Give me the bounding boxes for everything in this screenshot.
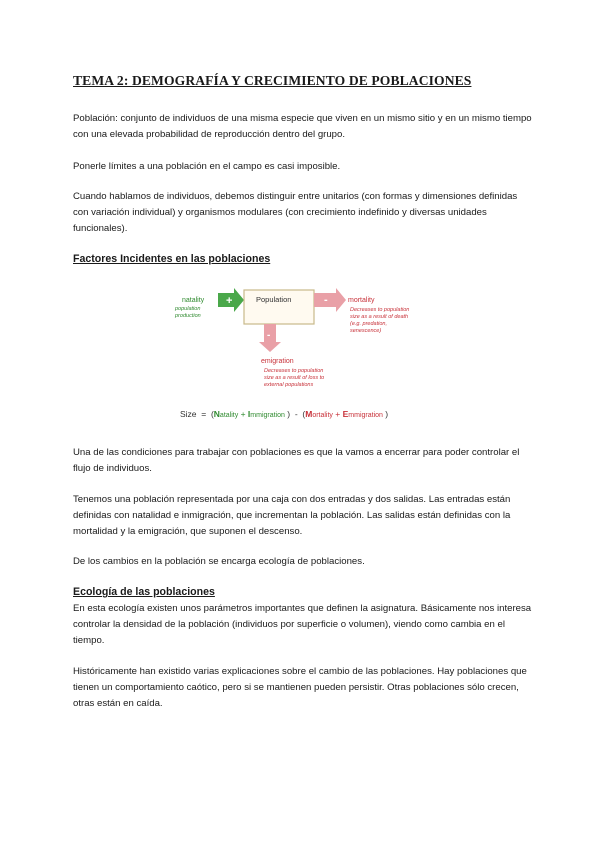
- heading-factores: Factores Incidentes en las poblaciones: [73, 253, 271, 265]
- formula-middle: ) - (: [284, 409, 306, 419]
- paragraph-limits: Ponerle límites a una población en el campo es casi imposible.: [73, 161, 341, 172]
- natality-plus: +: [226, 295, 233, 307]
- formula-plus-1: +: [238, 409, 248, 419]
- formula-e: E: [342, 409, 349, 419]
- paragraph-definition: Población: conjunto de individuos de una misma especie que viven en un mismo sitio y en un mismo tiempo con una elevada probabilidad de reproducción dentro del grupo.: [73, 113, 532, 140]
- formula-m: M: [305, 409, 313, 419]
- natality-sub-2: production: [175, 313, 201, 319]
- natality-label: natality: [182, 297, 205, 304]
- paragraph-box-model: Tenemos una población representada por una caja con dos entradas y dos salidas. Las entradas están definidas con natalidad e inmigración, que incrementan la población. Las salidas están definidas con la mortalidad y la emigración, que suponen el descenso.: [73, 494, 511, 537]
- paragraph-parameters: En esta ecología existen unos parámetros importantes que definen la asignatura. Básicamente nos interesa controlar la densidad de la población (individuos por superficie o volumen), viendo como cambia en el tiempo.: [73, 603, 532, 646]
- emigration-sub-3: external populations: [264, 382, 314, 388]
- formula-n-rest: atality: [219, 412, 239, 419]
- formula-prefix: Size = (: [180, 409, 214, 419]
- formula-e-rest: mmigration: [348, 412, 383, 419]
- population-box-label: Population: [256, 295, 292, 304]
- emigration-label: emigration: [261, 358, 294, 365]
- size-formula: [180, 409, 388, 419]
- paragraph-history: Históricamente han existido varias explicaciones sobre el cambio de las poblaciones. Hay poblaciones que tienen un comportamiento caótico, pero si se mantienen pueden persistir. Otras poblaciones sólo crecen, otras están en caída.: [73, 666, 527, 709]
- mortality-label: mortality: [348, 297, 375, 304]
- formula-m-rest: ortality: [312, 412, 333, 419]
- mortality-sub-2: size as a result of death: [350, 314, 409, 320]
- formula-suffix: ): [382, 409, 389, 419]
- emigration-sub-2: size as a result of loss to: [264, 375, 325, 381]
- mortality-arrow: [314, 288, 346, 312]
- mortality-sub-1: Decreases to population: [350, 307, 410, 313]
- mortality-sub-4: senescence): [350, 328, 382, 334]
- population-diagram: [170, 284, 450, 424]
- page-title: TEMA 2: DEMOGRAFÍA Y CRECIMIENTO DE POBLACIONES: [73, 73, 472, 88]
- emigration-minus: -: [267, 330, 271, 341]
- heading-ecologia: Ecología de las poblaciones: [73, 586, 215, 598]
- natality-sub-1: population: [175, 306, 201, 312]
- formula-plus-2: +: [332, 409, 343, 419]
- paragraph-ecology-scope: De los cambios en la población se encarga ecología de poblaciones.: [73, 556, 365, 567]
- mortality-sub-3: (e.g. predation,: [350, 321, 387, 327]
- formula-i: I: [247, 409, 251, 419]
- paragraph-conditions: Una de las condiciones para trabajar con poblaciones es que la vamos a encerrar para poder controlar el flujo de individuos.: [73, 447, 520, 474]
- paragraph-individuals: Cuando hablamos de individuos, debemos distinguir entre unitarios (con formas y dimensiones definidas con variación individual) y organismos modulares (con crecimiento indefinido y diversas unidades funcionales).: [73, 191, 518, 234]
- formula-n: N: [213, 409, 220, 419]
- formula-i-rest: mmigration: [250, 412, 285, 419]
- mortality-minus: -: [324, 294, 328, 306]
- emigration-sub-1: Decreases to population: [264, 368, 324, 374]
